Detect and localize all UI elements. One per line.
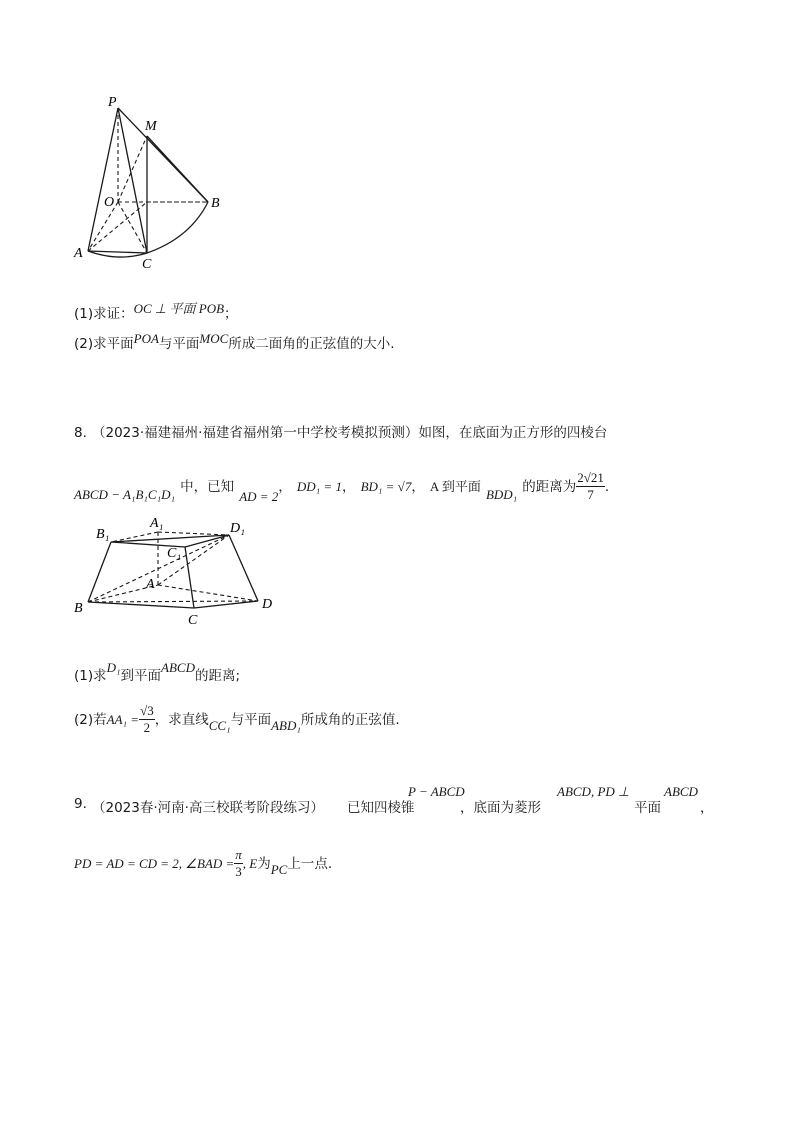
label-o: O bbox=[104, 195, 115, 210]
label-b: B bbox=[74, 601, 83, 616]
q7-part1: (1)求证：$^{OC \perp 平面 POB}$； bbox=[74, 301, 238, 322]
label-a: A bbox=[146, 577, 155, 592]
q9-number: 9. bbox=[74, 796, 87, 812]
q8-distance-fraction: $\frac{2√21}{7}$ bbox=[577, 470, 604, 502]
q8-stem-line2: $_{ABCD - A_1B_1C_1D_1}$ 中，已知 $_{AD = 2}$， DD₁ = 1， BD₁ = √7， A 到平面 $_{BDD_1}$ 的距离为 $\frac{2√21}{7}$ . bbox=[74, 470, 610, 504]
label-b1: B₁ bbox=[96, 527, 110, 542]
label-m: M bbox=[145, 119, 157, 134]
q7-part1-math: OC ⊥ 平面 POB bbox=[133, 301, 225, 316]
q8-aa1-fraction: $\frac{√3}{2}$ bbox=[140, 703, 154, 735]
q8-part2: (2)若AA₁ = $\frac{√3}{2}$ ，求直线$_{CC_1}$与平面$_{ABD_1}$所成角的正弦值. bbox=[74, 703, 400, 735]
label-a1: A₁ bbox=[150, 516, 164, 531]
q8-number: 8. bbox=[74, 425, 87, 441]
label-c: C bbox=[188, 613, 198, 628]
q9-stem-line1: 9. （2023春·河南·高三校联考阶段练习） 已知四棱锥 P − ABCD ，底面为菱形 ABCD, PD ⊥ 平面 ABCD ， bbox=[74, 784, 714, 816]
label-p: P bbox=[108, 95, 117, 110]
label-c: C bbox=[142, 257, 152, 270]
frustum-figure bbox=[70, 510, 290, 630]
label-c1: C₁ bbox=[167, 546, 182, 561]
q8-stem-line1: 8. （2023·福建福州·福建省福州第一中学校考模拟预测）如图，在底面为正方形的四棱台 bbox=[74, 425, 608, 441]
label-b: B bbox=[211, 196, 220, 211]
label-d1: D₁ bbox=[230, 521, 245, 536]
pyramid-figure bbox=[70, 90, 230, 270]
q9-source: （2023春·河南·高三校联考阶段练习） bbox=[92, 800, 324, 816]
q8-part1: (1)求$^{D_1}$到平面$^{ABCD}$的距离; bbox=[74, 660, 241, 684]
label-d: D bbox=[262, 597, 273, 612]
q9-pi-over-3: $\frac{\pi}{3}$ bbox=[235, 847, 242, 879]
q9-stem-line2: PD = AD = CD = 2, ∠BAD = $\frac{\pi}{3}$ , E为$_{PC}$上一点. bbox=[74, 847, 333, 879]
label-a: A bbox=[74, 246, 83, 261]
q8-source: （2023·福建福州·福建省福州第一中学校考模拟预测） bbox=[91, 425, 419, 441]
q7-part2: (2)求平面$^{POA}$与平面$^{MOC}$所成二面角的正弦值的大小. bbox=[74, 331, 395, 352]
